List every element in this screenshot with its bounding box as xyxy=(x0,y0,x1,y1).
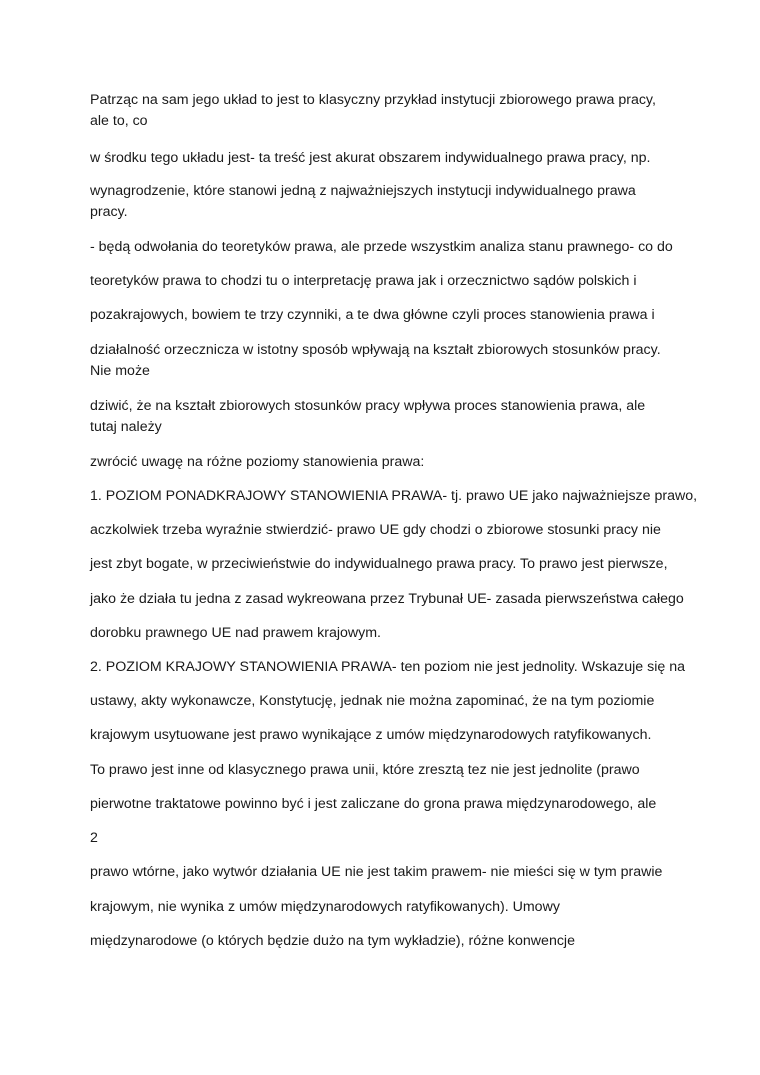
numbered-heading-1: 1. POZIOM PONADKRAJOWY STANOWIENIA PRAWA- tj. prawo UE jako najważniejsze prawo, xyxy=(90,488,698,504)
text-line: pozakrajowych, bowiem te trzy czynniki, a te dwa główne czyli proces stanowienia prawa i xyxy=(90,307,655,323)
text-line: tutaj należy xyxy=(90,419,162,435)
text-line: teoretyków prawa to chodzi tu o interpretację prawa jak i orzecznictwo sądów polskich i xyxy=(90,273,637,289)
numbered-heading-2: 2. POZIOM KRAJOWY STANOWIENIA PRAWA- ten poziom nie jest jednolity. Wskazuje się na xyxy=(90,659,685,675)
text-line: ustawy, akty wykonawcze, Konstytucję, jednak nie można zapominać, że na tym poziomie xyxy=(90,693,655,709)
text-line: krajowym, nie wynika z umów międzynarodowych ratyfikowanych). Umowy xyxy=(90,899,560,915)
text-line: ale to, co xyxy=(90,113,148,129)
text-line: Nie może xyxy=(90,363,150,379)
text-line: zwrócić uwagę na różne poziomy stanowienia prawa: xyxy=(90,454,425,470)
text-line: pracy. xyxy=(90,204,128,220)
text-line: dorobku prawnego UE nad prawem krajowym. xyxy=(90,625,381,641)
text-line: pierwotne traktatowe powinno być i jest zaliczane do grona prawa międzynarodowego, ale xyxy=(90,796,657,812)
text-line: jest zbyt bogate, w przeciwieństwie do indywidualnego prawa pracy. To prawo jest pierwsze, xyxy=(90,556,668,572)
text-line: aczkolwiek trzeba wyraźnie stwierdzić- prawo UE gdy chodzi o zbiorowe stosunki pracy nie xyxy=(90,522,661,538)
text-line: dziwić, że na kształt zbiorowych stosunków pracy wpływa proces stanowienia prawa, ale xyxy=(90,398,646,414)
text-line: Patrząc na sam jego układ to jest to klasyczny przykład instytucji zbiorowego prawa pracy, xyxy=(90,92,656,108)
text-line: prawo wtórne, jako wytwór działania UE nie jest takim prawem- nie mieści się w tym prawie xyxy=(90,864,663,880)
text-line: w środku tego układu jest- ta treść jest akurat obszarem indywidualnego prawa pracy, np. xyxy=(90,150,651,166)
page-number: 2 xyxy=(90,830,98,846)
text-line: wynagrodzenie, które stanowi jedną z najważniejszych instytucji indywidualnego prawa xyxy=(90,183,636,199)
text-line: działalność orzecznicza w istotny sposób wpływają na kształt zbiorowych stosunków pracy. xyxy=(90,342,661,358)
text-line: jako że działa tu jedna z zasad wykreowana przez Trybunał UE- zasada pierwszeństwa całego xyxy=(90,591,684,607)
text-line: międzynarodowe (o których będzie dużo na tym wykładzie), różne konwencje xyxy=(90,933,575,949)
text-line: - będą odwołania do teoretyków prawa, ale przede wszystkim analiza stanu prawnego- co do xyxy=(90,239,673,255)
text-line: krajowym usytuowane jest prawo wynikające z umów międzynarodowych ratyfikowanych. xyxy=(90,727,652,743)
text-line: To prawo jest inne od klasycznego prawa unii, które zresztą tez nie jest jednolite (prawo xyxy=(90,762,640,778)
